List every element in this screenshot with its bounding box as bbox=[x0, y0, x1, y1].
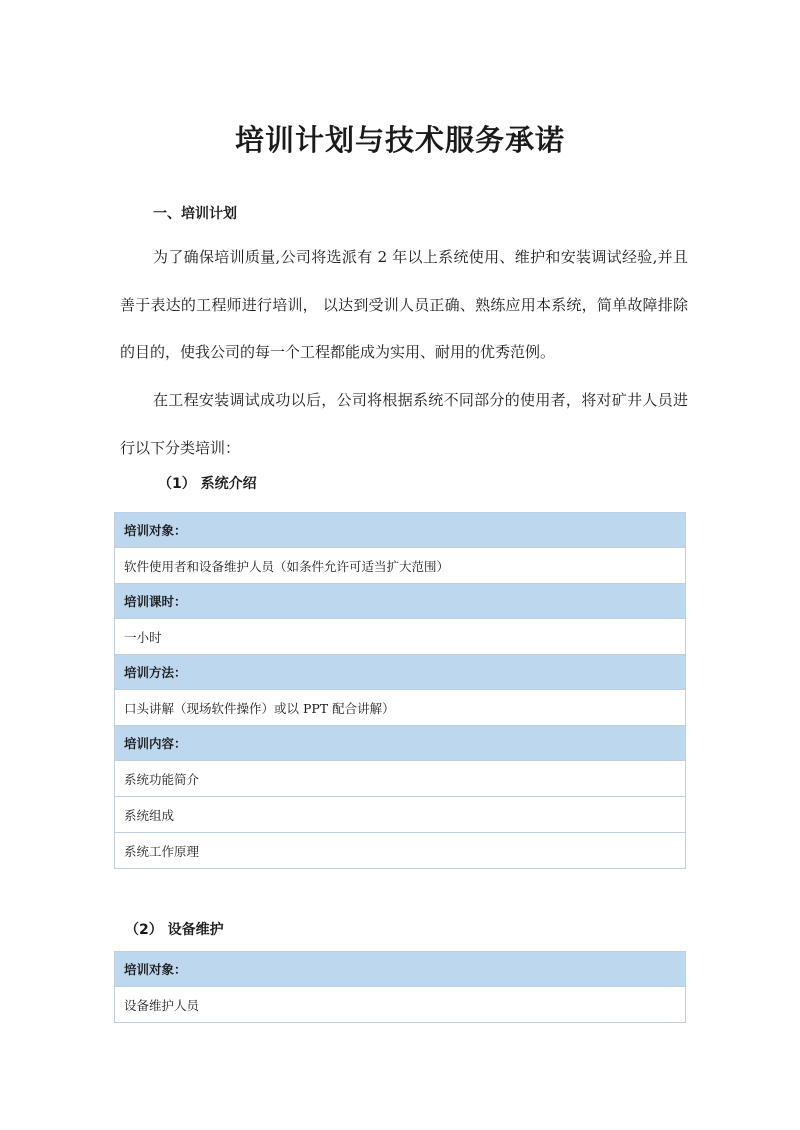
table-cell: 培训方法： bbox=[115, 655, 686, 690]
table-row-header bbox=[115, 952, 686, 987]
subheading-system-intro: （1） 系统介绍 bbox=[158, 476, 257, 492]
table-cell: 系统组成 bbox=[115, 797, 686, 833]
table-row bbox=[115, 797, 686, 833]
table-cell: 培训对象： bbox=[115, 513, 686, 548]
subheading-equipment-maintenance: （2） 设备维护 bbox=[125, 922, 224, 938]
table-row-header bbox=[115, 726, 686, 761]
training-table-system-intro bbox=[114, 512, 686, 869]
table-cell: 培训内容： bbox=[115, 726, 686, 761]
paragraph-training-categories: 在工程安装调试成功以后，公司将根据系统不同部分的使用者，将对矿井人员进行以下分类培训： bbox=[120, 391, 688, 457]
table-row bbox=[115, 833, 686, 869]
table-cell: 培训课时： bbox=[115, 584, 686, 619]
table-row bbox=[115, 690, 686, 726]
table-row bbox=[115, 619, 686, 655]
table-cell: 一小时 bbox=[115, 619, 686, 655]
page-title: 培训计划与技术服务承诺 bbox=[234, 123, 565, 157]
section-heading-training-plan: 一、培训计划 bbox=[153, 206, 237, 222]
table-row-header bbox=[115, 584, 686, 619]
training-table-equipment-maintenance bbox=[114, 951, 686, 1023]
table-row bbox=[115, 761, 686, 797]
table-cell: 软件使用者和设备维护人员（如条件允许可适当扩大范围） bbox=[115, 548, 686, 584]
table-cell: 培训对象： bbox=[115, 952, 686, 987]
table-cell: 设备维护人员 bbox=[115, 987, 686, 1023]
table-row-header bbox=[115, 655, 686, 690]
table-cell: 口头讲解（现场软件操作）或以 PPT 配合讲解） bbox=[115, 690, 686, 726]
table-cell: 系统工作原理 bbox=[115, 833, 686, 869]
table-cell: 系统功能简介 bbox=[115, 761, 686, 797]
table-row bbox=[115, 548, 686, 584]
table-row-header bbox=[115, 513, 686, 548]
table-row bbox=[115, 987, 686, 1023]
paragraph-training-quality: 为了确保培训质量,公司将选派有 2 年以上系统使用、维护和安装调试经验,并且善于表达的工程师进行培训， 以达到受训人员正确、熟练应用本系统，简单故障排除的目的，使我公司的每一个工程都能成为实用、耐用的优秀范例。 bbox=[120, 248, 688, 361]
